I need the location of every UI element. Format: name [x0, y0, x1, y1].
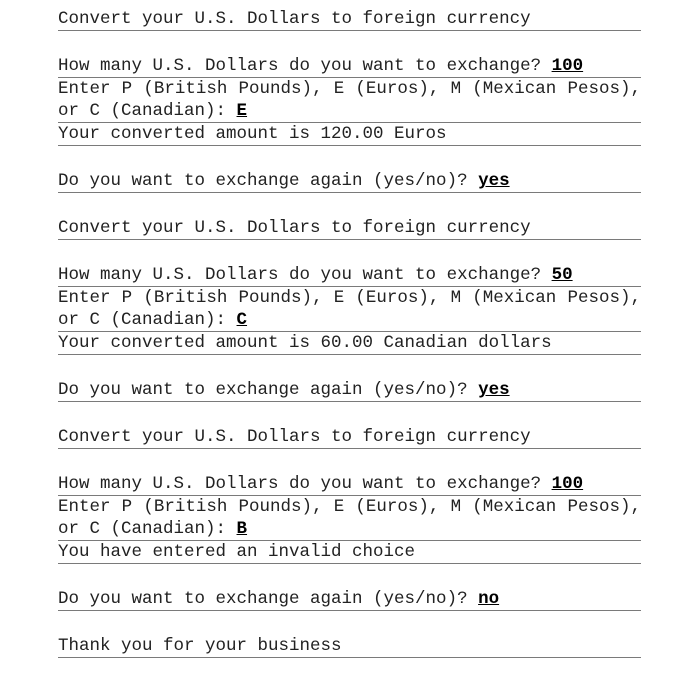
again-line — [58, 170, 641, 193]
choice-prompt: Enter P (British Pounds), E (Euros), M (Mexican Pesos), or C (Canadian): — [58, 497, 641, 539]
amount-line — [58, 55, 641, 78]
again-line — [58, 588, 641, 611]
choice-answer: C — [236, 310, 248, 330]
again-prompt: Do you want to exchange again (yes/no)? — [58, 589, 479, 609]
choice-line — [58, 78, 641, 123]
amount-prompt: How many U.S. Dollars do you want to exchange? — [58, 474, 552, 494]
closing-message: Thank you for your business — [58, 635, 641, 658]
again-prompt: Do you want to exchange again (yes/no)? — [58, 171, 479, 191]
amount-answer: 50 — [551, 265, 573, 285]
choice-answer: B — [236, 519, 248, 539]
choice-prompt: Enter P (British Pounds), E (Euros), M (Mexican Pesos), or C (Canadian): — [58, 288, 641, 330]
again-prompt: Do you want to exchange again (yes/no)? — [58, 380, 479, 400]
amount-answer: 100 — [551, 56, 584, 76]
amount-prompt: How many U.S. Dollars do you want to exchange? — [58, 56, 552, 76]
choice-line — [58, 287, 641, 332]
again-answer: yes — [478, 380, 510, 400]
session-header: Convert your U.S. Dollars to foreign currency — [58, 426, 641, 449]
session-header: Convert your U.S. Dollars to foreign currency — [58, 217, 641, 240]
amount-line — [58, 473, 641, 496]
again-answer: no — [478, 589, 500, 609]
again-line — [58, 379, 641, 402]
result-line: Your converted amount is 120.00 Euros — [58, 123, 641, 146]
amount-line — [58, 264, 641, 287]
again-answer: yes — [478, 171, 510, 191]
amount-prompt: How many U.S. Dollars do you want to exchange? — [58, 265, 552, 285]
session-header: Convert your U.S. Dollars to foreign currency — [58, 8, 641, 31]
choice-prompt: Enter P (British Pounds), E (Euros), M (Mexican Pesos), or C (Canadian): — [58, 79, 641, 121]
choice-line — [58, 496, 641, 541]
result-line: Your converted amount is 60.00 Canadian dollars — [58, 332, 641, 355]
console-transcript — [58, 8, 641, 658]
result-line: You have entered an invalid choice — [58, 541, 641, 564]
amount-answer: 100 — [551, 474, 584, 494]
choice-answer: E — [236, 101, 248, 121]
